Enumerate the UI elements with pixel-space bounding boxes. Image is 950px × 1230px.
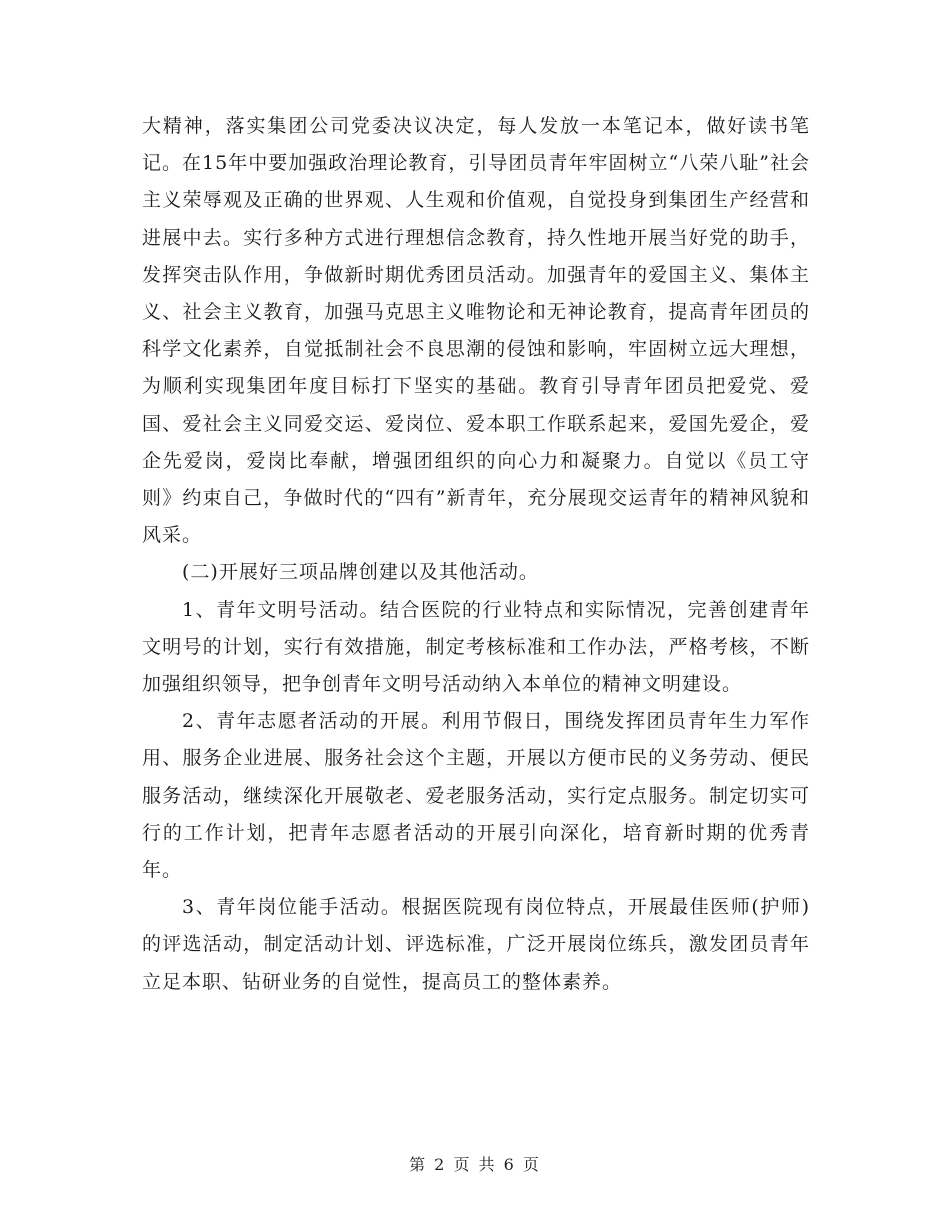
paragraph-item-1: 1、青年文明号活动。结合医院的行业特点和实际情况，完善创建青年文明号的计划，实行有效措施，制定考核标准和工作办法，严格考核，不断加强组织领导，把争创青年文明号活动纳入本单位的精神文明建设。 [142, 598, 810, 696]
paragraph-continuation: 大精神，落实集团公司党委决议决定，每人发放一本笔记本，做好读书笔记。在15年中要加强政治理论教育，引导团员青年牢固树立“八荣八耻”社会主义荣辱观及正确的世界观、人生观和价值观，自觉投身到集团生产经营和进展中去。实行多种方式进行理想信念教育，持久性地开展当好党的助手，发挥突击队作用，争做新时期优秀团员活动。加强青年的爱国主义、集体主义、社会主义教育，加强马克思主义唯物论和无神论教育，提高青年团员的科学文化素养，自觉抵制社会不良思潮的侵蚀和影响，牢固树立远大理想，为顺利实现集团年度目标打下坚实的基础。教育引导青年团员把爱党、爱国、爱社会主义同爱交运、爱岗位、爱本职工作联系起来，爱国先爱企，爱企先爱岗，爱岗比奉献，增强团组织的向心力和凝聚力。自觉以《员工守则》约束自己，争做时代的“四有”新青年，充分展现交运青年的精神风貌和风采。 [142, 115, 810, 547]
document-body [142, 108, 810, 1001]
page-number-footer: 第 2 页 共 6 页 [409, 1155, 541, 1174]
paragraph-section-heading: (二)开展好三项品牌创建以及其他活动。 [182, 561, 539, 584]
paragraph-item-3: 3、青年岗位能手活动。根据医院现有岗位特点，开展最佳医师(护师)的评选活动，制定活动计划、评选标准，广泛开展岗位练兵，激发团员青年立足本职、钻研业务的自觉性，提高员工的整体素养。 [142, 896, 810, 993]
paragraph-item-2: 2、青年志愿者活动的开展。利用节假日，围绕发挥团员青年生力军作用、服务企业进展、服务社会这个主题，开展以方便市民的义务劳动、便民服务活动，继续深化开展敬老、爱老服务活动，实行定点服务。制定切实可行的工作计划，把青年志愿者活动的开展引向深化，培育新时期的优秀青年。 [142, 710, 810, 882]
